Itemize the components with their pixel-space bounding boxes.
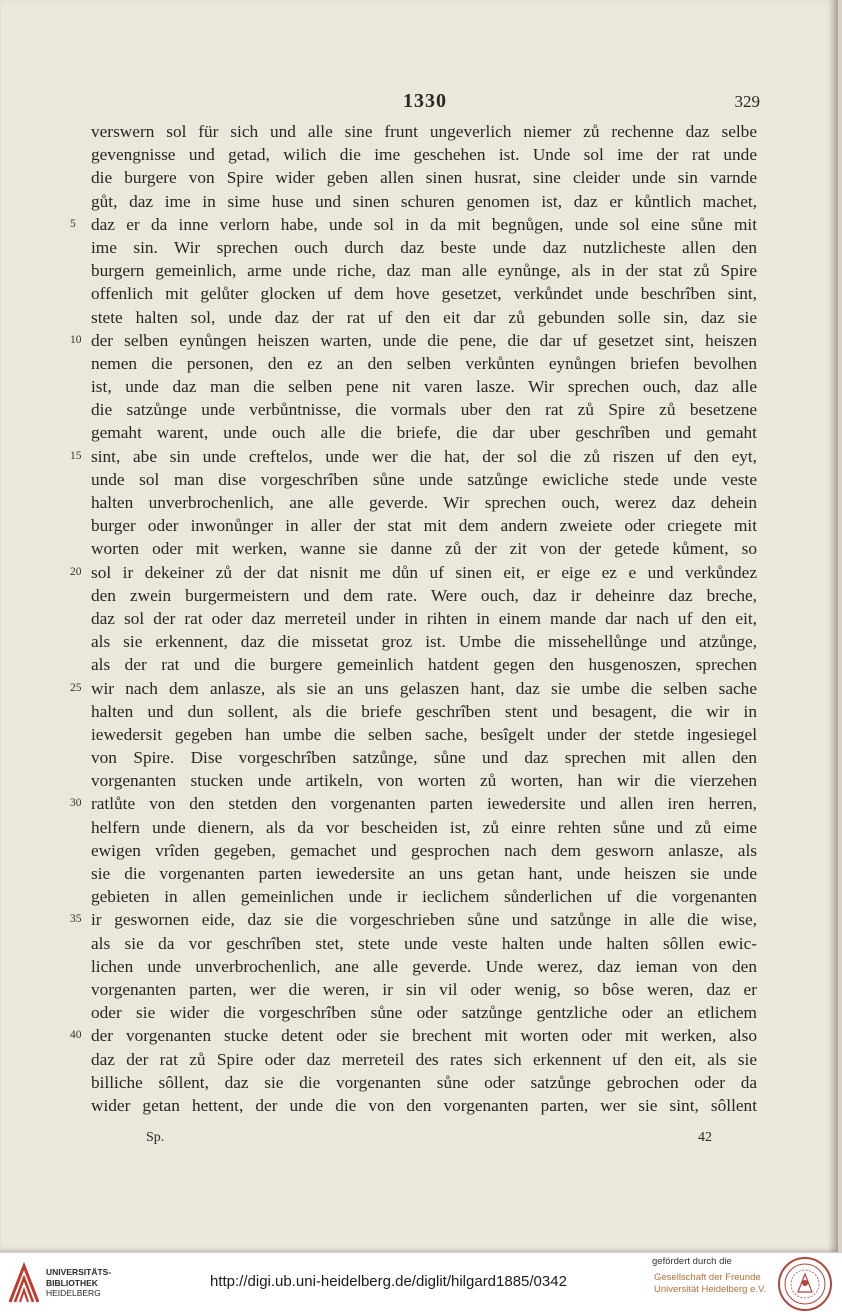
ub-heidelberg-logo[interactable] [6,1262,116,1306]
page-number: 329 [734,92,760,111]
text-line [91,816,757,839]
sponsor-name-line2: Universität Heidelberg e.V. [654,1284,767,1295]
sheet-number: 42 [698,1130,712,1145]
text-line [70,908,757,931]
text-line [91,723,757,746]
line-number: 10 [70,333,82,346]
line-text: daz sol der rat oder daz merreteil under in rihten in einem mande dar nach uf den eit, [91,608,757,628]
line-text: stete halten sol, unde daz der rat uf den eit dar zů gebunden solle sin, daz sie [91,307,757,327]
line-text: burger oder inwonůnger in aller der stat mit dem andern zweiete oder criegete mit [91,516,757,536]
line-text: daz er da inne verlorn habe, unde sol in da mit begnůgen, unde sol eine sůne mit [91,214,757,234]
text-line [91,584,757,607]
text-line [91,1094,757,1117]
text-line [91,653,757,676]
text-line [91,259,757,282]
text-line [91,491,757,514]
line-text: als der rat und die burgere gemeinlich hatdent gegen den husgenoszen, sprechen [91,655,757,675]
library-logo-icon [6,1262,42,1306]
text-line [91,143,757,166]
line-text: sol ir dekeiner zů der dat nisnit me důn uf sinen eit, er eige ez e und verkůndez [91,562,757,582]
line-text: iewedersit gegeben han umbe die selben sache, besîgelt under der stetde ingesiegel [91,724,757,744]
line-text: gůt, daz ime in sime huse und sinen schuren genomen ist, daz er kůntlich machet, [91,191,757,211]
line-text: gemaht warent, unde ouch alle die briefe, die dar uber geschrîben und gemaht [91,423,757,443]
line-text: von Spire. Dise vorgeschrîben satzůnge, sůne und daz sprechen mit allen den [91,748,757,768]
text-line [91,398,757,421]
line-text: ir geswornen eide, daz sie die vorgeschrieben sůne und satzůnge in alle die wise, [91,910,757,930]
line-text: nemen die personen, den ez an den selben verkůnten eynůngen briefen bevolhen [91,353,757,373]
line-text: sie die vorgenanten parten iewedersite an uns getan hant, unde heiszen sie unde [91,864,757,883]
line-text: der vorgenanten stucke detent oder sie brechent mit worten oder mit werken, also [91,1026,757,1046]
line-text: halten und dun sollent, als die briefe geschrîben stent und besagent, die wir in [91,701,757,721]
sponsor-intro: gefördert durch die [652,1256,732,1267]
line-text: die satzůnge unde verbůntnisse, die vormals uber den rat zů Spire zů besetzene [91,400,757,420]
text-line [91,862,757,885]
line-text: ewigen vrîden gegeben, gemachet und gesprochen nach dem gesworn anlasze, als [91,840,757,860]
permalink-url[interactable]: http://digi.ub.uni-heidelberg.de/diglit/hilgard1885/0342 [210,1273,567,1290]
line-text: billiche sôllent, daz sie die vorgenanten sůne oder satzůnge gebrochen oder da [91,1072,757,1092]
text-line [91,978,757,1001]
text-line [70,792,757,815]
university-seal-icon [776,1256,834,1312]
text-line [91,514,757,537]
text-line [91,352,757,375]
text-line [91,1001,757,1024]
sponsor-block[interactable] [648,1256,768,1296]
signature-mark: Sp. [146,1130,165,1145]
line-text: sint, abe sin unde creftelos, unde wer die hat, der sol die zů riszen uf den eyt, [91,446,757,466]
text-line [91,630,757,653]
line-text: ratlůte von den stetden den vorgenanten parten iewedersite und allen iren herren, [91,794,757,814]
text-line [70,677,757,700]
line-text: vorgenanten stucken unde artikeln, von worten zů worten, han wir die vierzehen [91,771,757,791]
text-line [91,769,757,792]
line-text: ime sin. Wir sprechen ouch durch daz beste unde daz nutzlicheste allen den [91,237,757,257]
line-number: 20 [70,565,82,578]
text-line [70,329,757,352]
line-text: daz der rat zů Spire oder daz merreteil des rates sich erkennent uf den eit, als sie [91,1049,757,1069]
viewer-footer-bar [0,1252,842,1315]
line-text: burgern gemeinlich, arme unde riche, daz man alle eynůnge, als in der stat zů Spire [91,261,757,281]
text-line [91,746,757,769]
text-line [70,213,757,236]
text-line [91,537,757,560]
text-line [70,561,757,584]
text-line [91,955,757,978]
line-number: 25 [70,681,82,694]
library-logo-text: UNIVERSITÄTS- BIBLIOTHEK HEIDELBERG [46,1267,112,1298]
line-text: gevengnisse und getad, wilich die ime geschehen ist. Unde sol ime der rat unde [91,145,757,165]
text-line [91,306,757,329]
text-line [91,839,757,862]
line-number: 30 [70,797,82,810]
page-header [90,90,760,116]
line-text: worten oder mit werken, wanne sie danne zů der zit von der getede kůment, so [91,539,757,559]
body-text [70,120,757,1117]
line-number: 15 [70,449,82,462]
line-text: wider getan hettent, der unde die von den vorgenanten parten, wer sie sint, sôllent [91,1095,757,1115]
text-line [91,607,757,630]
line-number: 40 [70,1029,82,1042]
line-text: die burgere von Spire wider geben allen sinen husrat, sine cleider unde sin varnde [91,168,757,188]
line-text: oder sie wider die vorgeschrîben sůne oder satzůnge gentzliche oder an etlichem [91,1003,757,1023]
line-text: ist, unde daz man die selben pene nit varen lasze. Wir sprechen ouch, daz alle [91,377,757,397]
line-text: wir nach dem anlasze, als sie an uns gelaszen hant, daz sie umbe die selben sache [91,678,757,698]
line-text: als sie erkennent, daz die missetat groz ist. Umbe die missehellůnge und atzůnge, [91,632,757,652]
line-text: offenlich mit gelůter glocken uf dem hove gesetzet, verkůndet unde beschrîben sint, [91,284,757,304]
line-text: gebieten in allen gemeinlichen unde ir ieclichem sůnderlichen uf die vorgenanten [91,887,757,907]
text-line [91,120,757,143]
line-text: unde sol man dise vorgeschrîben sůne unde satzůnge ewicliche stede unde veste [91,469,757,489]
text-line [91,190,757,213]
text-line [91,468,757,491]
line-text: den zwein burgermeistern und dem rate. Were ouch, daz ir deheinre daz breche, [91,585,757,605]
text-line [91,375,757,398]
text-line [70,1024,757,1047]
text-line [91,166,757,189]
line-text: als sie da vor geschrîben stet, stete unde veste halten unde halten sôllen ewic- [91,933,757,953]
line-text: vorgenanten parten, wer die weren, ir sin vil oder wenig, so bôse weren, daz er [91,979,757,999]
text-line [91,885,757,908]
line-text: lichen unde unverbrochenlich, ane alle geverde. Unde werez, daz ieman von den [91,956,757,976]
line-text: halten unverbrochenlich, ane alle geverde. Wir sprechen ouch, werez daz dehein [91,493,757,512]
text-line [91,932,757,955]
line-number: 5 [70,217,76,230]
line-text: verswern sol für sich und alle sine frunt ungeverlich niemer zů rechenne daz selbe [91,122,757,141]
text-line [91,282,757,305]
year-heading: 1330 [403,90,447,112]
line-text: der selben eynůngen heiszen warten, unde die pene, die dar uf gesetzet sint, heiszen [91,330,757,350]
text-line [70,445,757,468]
line-number: 35 [70,913,82,926]
sponsor-name-line1: Gesellschaft der Freunde [654,1272,761,1283]
text-line [91,421,757,444]
page-footer [90,1130,712,1150]
text-line [91,1071,757,1094]
line-text: helfern unde dienern, als da vor bescheiden ist, zů einre rehten sůne und zů eime [91,817,757,837]
text-line [91,1048,757,1071]
text-line [91,700,757,723]
text-line [91,236,757,259]
